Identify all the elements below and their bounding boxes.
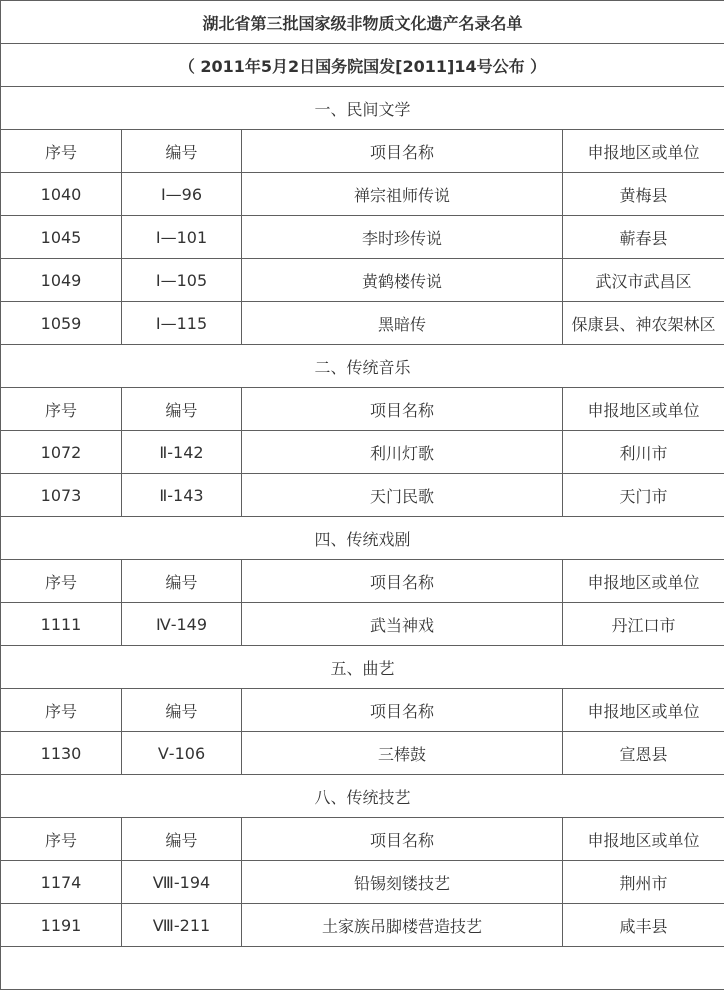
column-header: 序号	[1, 130, 122, 173]
table-cell: 宣恩县	[563, 732, 724, 775]
column-header: 申报地区或单位	[563, 388, 724, 431]
table-subtitle: （ 2011年5月2日国务院国发[2011]14号公布 ）	[1, 44, 724, 87]
table-cell: 三棒鼓	[242, 732, 563, 775]
table-cell: Ⅰ—115	[122, 302, 242, 345]
table-cell: 1191	[1, 904, 122, 947]
table-cell: 1040	[1, 173, 122, 216]
column-header: 申报地区或单位	[563, 130, 724, 173]
title-row	[1, 1, 724, 44]
table-cell: 黄梅县	[563, 173, 724, 216]
table-row	[1, 861, 724, 904]
table-cell: Ⅷ-194	[122, 861, 242, 904]
table-cell: 黑暗传	[242, 302, 563, 345]
table-cell: 李时珍传说	[242, 216, 563, 259]
table-cell: 禅宗祖师传说	[242, 173, 563, 216]
table-row	[1, 216, 724, 259]
table-cell: Ⅴ-106	[122, 732, 242, 775]
column-header: 申报地区或单位	[563, 560, 724, 603]
table-cell: 1174	[1, 861, 122, 904]
column-header: 序号	[1, 388, 122, 431]
table-body	[1, 1, 724, 990]
column-header: 编号	[122, 388, 242, 431]
table-row	[1, 474, 724, 517]
column-header: 项目名称	[242, 818, 563, 861]
empty-row	[1, 947, 724, 990]
column-header: 编号	[122, 130, 242, 173]
section-heading-row	[1, 517, 724, 560]
column-header: 编号	[122, 689, 242, 732]
section-heading: 二、传统音乐	[1, 345, 724, 388]
table-cell: 1045	[1, 216, 122, 259]
table-cell: 荆州市	[563, 861, 724, 904]
table-row	[1, 302, 724, 345]
section-heading: 一、民间文学	[1, 87, 724, 130]
subtitle-row	[1, 44, 724, 87]
section-heading-row	[1, 87, 724, 130]
column-header: 编号	[122, 818, 242, 861]
table-cell: 武汉市武昌区	[563, 259, 724, 302]
column-header: 编号	[122, 560, 242, 603]
column-header: 项目名称	[242, 388, 563, 431]
section-heading-row	[1, 345, 724, 388]
table-row	[1, 259, 724, 302]
column-header-row	[1, 130, 724, 173]
table-cell: 土家族吊脚楼营造技艺	[242, 904, 563, 947]
table-cell: Ⅳ-149	[122, 603, 242, 646]
section-heading-row	[1, 775, 724, 818]
column-header: 序号	[1, 818, 122, 861]
table-cell: 利川市	[563, 431, 724, 474]
table-cell: 保康县、神农架林区	[563, 302, 724, 345]
table-cell: 武当神戏	[242, 603, 563, 646]
column-header-row	[1, 818, 724, 861]
column-header-row	[1, 560, 724, 603]
table-row	[1, 173, 724, 216]
column-header-row	[1, 689, 724, 732]
section-heading: 四、传统戏剧	[1, 517, 724, 560]
column-header: 项目名称	[242, 689, 563, 732]
section-heading-row	[1, 646, 724, 689]
table-title: 湖北省第三批国家级非物质文化遗产名录名单	[1, 1, 724, 44]
table-cell: 1049	[1, 259, 122, 302]
column-header: 项目名称	[242, 130, 563, 173]
table-cell: 1130	[1, 732, 122, 775]
table-row	[1, 904, 724, 947]
table-cell: 铅锡刻镂技艺	[242, 861, 563, 904]
table-cell: 天门市	[563, 474, 724, 517]
table-cell: 1111	[1, 603, 122, 646]
column-header: 序号	[1, 560, 122, 603]
empty-cell	[1, 947, 724, 990]
table-cell: 1073	[1, 474, 122, 517]
column-header: 项目名称	[242, 560, 563, 603]
section-heading: 五、曲艺	[1, 646, 724, 689]
table-cell: 丹江口市	[563, 603, 724, 646]
table-row	[1, 431, 724, 474]
table-cell: Ⅰ—101	[122, 216, 242, 259]
table-cell: Ⅱ-143	[122, 474, 242, 517]
table-cell: Ⅰ—105	[122, 259, 242, 302]
table-cell: 利川灯歌	[242, 431, 563, 474]
table-row	[1, 603, 724, 646]
table-cell: 1059	[1, 302, 122, 345]
table-cell: Ⅱ-142	[122, 431, 242, 474]
table-cell: Ⅰ—96	[122, 173, 242, 216]
column-header: 序号	[1, 689, 122, 732]
table-cell: 蕲春县	[563, 216, 724, 259]
table-cell: 天门民歌	[242, 474, 563, 517]
table-cell: 黄鹤楼传说	[242, 259, 563, 302]
column-header-row	[1, 388, 724, 431]
table-cell: 咸丰县	[563, 904, 724, 947]
column-header: 申报地区或单位	[563, 689, 724, 732]
table-row	[1, 732, 724, 775]
table-cell: Ⅷ-211	[122, 904, 242, 947]
section-heading: 八、传统技艺	[1, 775, 724, 818]
table-cell: 1072	[1, 431, 122, 474]
column-header: 申报地区或单位	[563, 818, 724, 861]
